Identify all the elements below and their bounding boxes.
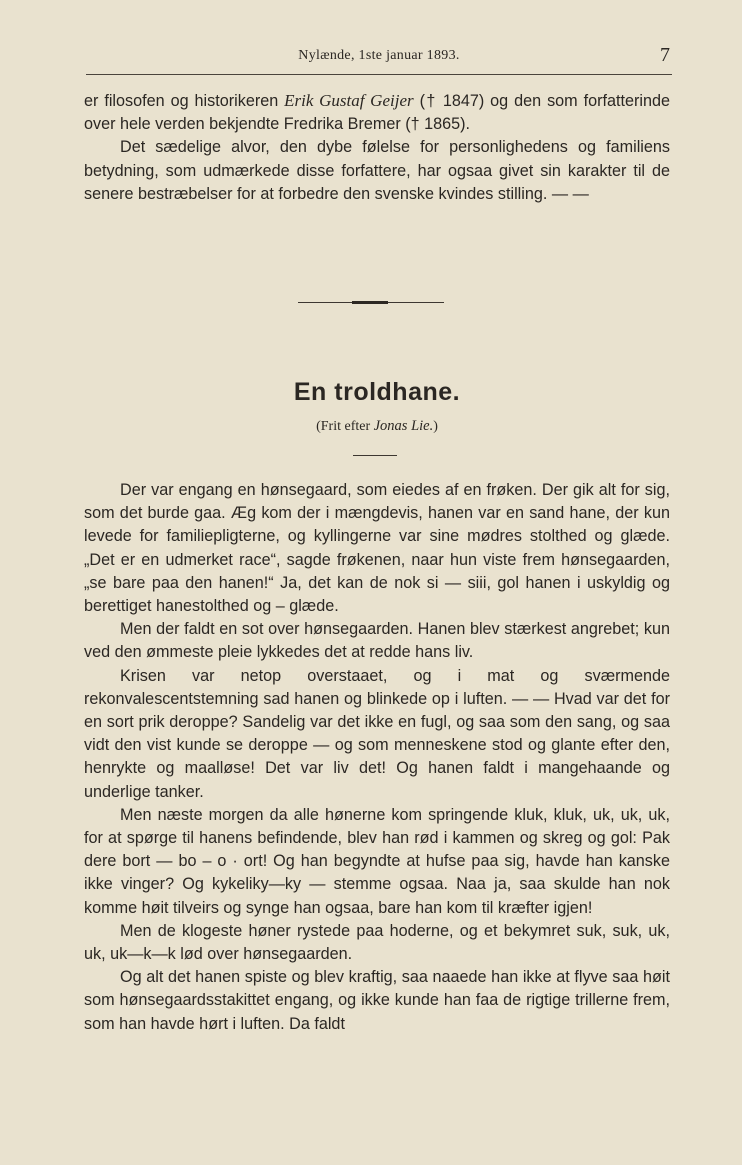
section-divider-center <box>352 301 388 304</box>
intro-paragraph-2: Det sædelige alvor, den dybe følelse for personlighedens og familiens betydning, som udmærkede disse forfattere, har ogsaa givet sin karakter til de senere bestræbelser for at forbedre den svenske kvindes stilling. — — <box>84 138 670 203</box>
story-paragraph: Men der faldt en sot over hønsegaarden. Hanen blev stærkest angrebet; kun ved den ømmeste pleie lykkedes det at redde hans liv. <box>84 620 670 662</box>
story-title: En troldhane. <box>293 378 461 406</box>
story-text <box>84 479 670 1036</box>
story-paragraph: Men de klogeste høner rystede paa hoderne, og et bekymret suk, suk, uk, uk, uk—k—k lød over hønsegaarden. <box>84 921 670 964</box>
intro-text <box>84 89 670 206</box>
intro-p1-start: er filosofen og historikeren <box>84 92 285 110</box>
story-paragraph: Men næste morgen da alle hønerne kom springende kluk, kluk, uk, uk, uk, for at spørge til hanens befindende, blev han rød i kammen og skreg og gol: Pak dere bort — bo – o · ort! Og han begyndte at hufse paa sig, havde han kanske ikke vinger? Og kykeliky—ky — stemme ogsaa. Naa ja, saa skulde han nok komme høit tilveirs og synge han ogsaa, bare han kom til kræfter igjen! <box>84 805 670 917</box>
page-header <box>86 44 672 75</box>
geijer-name: Erik Gustaf Geijer <box>284 91 414 110</box>
page-number: 7 <box>660 44 670 66</box>
story-paragraph: Der var engang en hønsegaard, som eiedes af en frøken. Der gik alt for sig, som det burde gaa. Æg kom der i mængdevis, hanen var en sand hane, der kun levede for familiepligterne, og kyllingerne var sine mødres stolthed og glæde. „Det er en udmerket race“, sagde frøkenen, naar hun viste frem hønsegaarden, „se bare paa den hanen!“ Ja, det kan de nok si — siii, gol hanen i uskyldig og berettiget hanestolthed og – glæde. <box>84 481 670 616</box>
intro-p1-rest: († 1847) og den som forfatterinde over hele verden bekjendte Fredrika Bremer († 1865). <box>84 92 670 134</box>
story-subtitle <box>84 418 670 435</box>
story-paragraph: Og alt det hanen spiste og blev kraftig, saa naaede han ikke at flyve saa høit som hønsegaardsstakittet engang, og ikke kunde han faa de rigtige trillerne frem, som han havde hørt i luften. Da faldt <box>84 968 670 1033</box>
intro-paragraph-1 <box>84 89 670 136</box>
title-underline <box>353 455 397 456</box>
subtitle-author: Jonas Lie. <box>373 418 434 434</box>
story-paragraph: Krisen var netop overstaaet, og i mat og sværmende rekonvalescentstemning sad hanen og blinkede op i luften. — — Hvad var det for en sort prik deroppe? Sandelig var det ikke en fugl, og saa som den sang, og saa vidt den vist kunde se deroppe — og som menneskene stod og glante efter den, henrykte og maalløse! Det var liv det! Og hanen faldt i mangehaande og underlige tanker. <box>84 666 670 801</box>
subtitle-prefix: (Frit efter <box>316 419 374 434</box>
running-head: Nylænde, 1ste januar 1893. <box>298 48 460 63</box>
subtitle-suffix: ) <box>433 419 438 434</box>
